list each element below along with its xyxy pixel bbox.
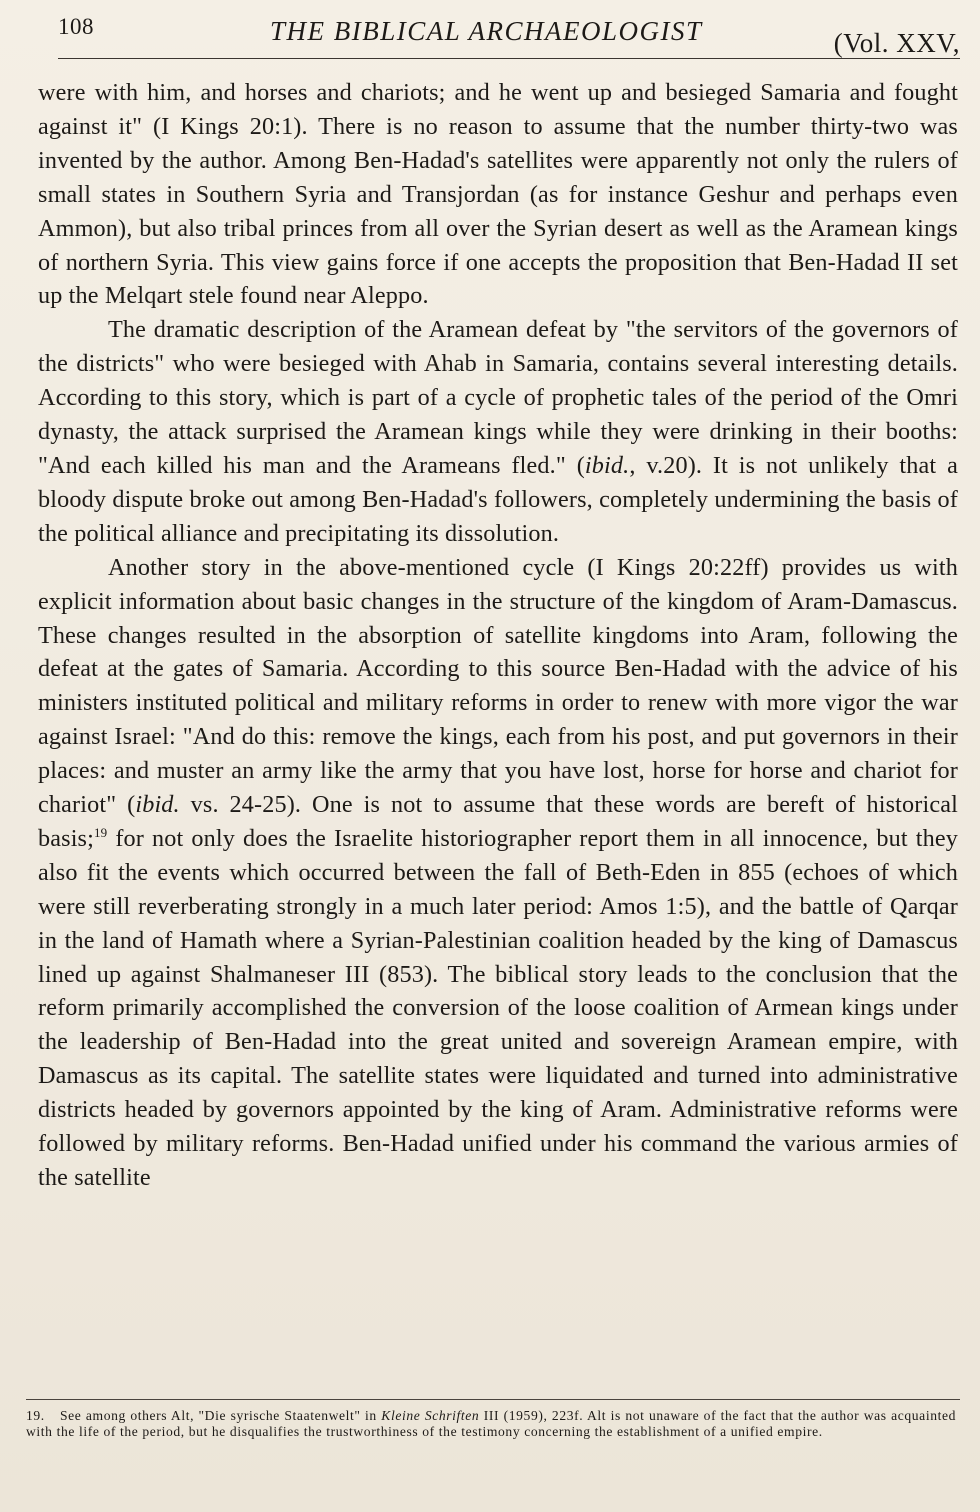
main-text bbox=[38, 76, 958, 1195]
volume-label: (Vol. XXV, bbox=[833, 28, 960, 58]
paragraph-2-text-a: The dramatic description of the Aramean defeat by "the servitors of the governors of the districts" who were besieged with Ahab in Samaria, contains several interesting details. According to this story, which is part of a cycle of prophetic tales of the period of the Omri dynasty, the attack surprised the Aramean kings while they were drinking in their booths: "And each killed his man and the Arameans fled." ( bbox=[38, 316, 958, 479]
paragraph-3-text-c: for not only does the Israelite historiographer report them in all innocence, but they also fit the events which occurred between the fall of Beth-Eden in 855 (echoes of which were still reverberating strongly in a much later period: Amos 1:5), and the battle of Qarqar in the land of Hamath where a Syrian-Palestinian coalition headed by the king of Damascus lined up against Shalmaneser III (853). The biblical story leads to the conclusion that the reform primarily accomplished the conversion of the loose coalition of Armean kings under the leadership of Ben-Hadad into the great united and sovereign Aramean empire, with Damascus as its capital. The satellite states were liquidated and turned into administrative districts headed by governors appointed by the king of Aram. Administrative reforms were followed by military reforms. Ben-Hadad unified under his command the various armies of the satellite bbox=[38, 824, 958, 1191]
page-number: 108 bbox=[58, 14, 94, 39]
footnote-19 bbox=[26, 1408, 956, 1439]
footnote-reference: 19 bbox=[94, 824, 108, 840]
ibid-citation: ibid. bbox=[584, 451, 630, 479]
footnote-book-title: Kleine Schriften bbox=[381, 1408, 480, 1423]
page-header bbox=[58, 8, 960, 59]
paragraph-1: were with him, and horses and chariots; and he went up and besieged Samaria and fought against it" (I Kings 20:1). There is no reason to assume that the number thirty-two was invented by the author. Among Ben-Hadad's satellites were apparently not only the rulers of small states in Southern Syria and Transjordan (as for instance Geshur and perhaps even Ammon), but also tribal princes from all over the Syrian desert as well as the Aramean kings of northern Syria. This view gains force if one accepts the proposition that Ben-Hadad II set up the Melqart stele found near Aleppo. bbox=[38, 79, 958, 310]
footnote-number: 19. bbox=[26, 1408, 45, 1423]
paragraph-3-text-b: vs. 24-25). One is not to assume that these words are bereft of historical basis; bbox=[38, 791, 958, 852]
paragraph-2 bbox=[38, 313, 958, 550]
paragraph-3 bbox=[38, 551, 958, 1195]
footnote-divider bbox=[26, 1399, 960, 1400]
footnote-text-a: See among others Alt, "Die syrische Staatenwelt" in bbox=[60, 1408, 382, 1423]
ibid-citation: ibid. bbox=[135, 791, 180, 819]
paragraph-3-text-a: Another story in the above-mentioned cycle (I Kings 20:22ff) provides us with explicit information about basic changes in the structure of the kingdom of Aram-Damascus. These changes resulted in the absorption of satellite kingdoms into Aram, following the defeat at the gates of Samaria. According to this source Ben-Hadad with the advice of his ministers instituted political and military reforms in order to renew with more vigor the war against Israel: "And do this: remove the kings, each from his post, and put governors in their places: and muster an army like the army that you have lost, horse for horse and chariot for chariot" ( bbox=[38, 553, 958, 819]
paragraph-2-text-b: , v.20). It is not unlikely that a bloody dispute broke out among Ben-Hadad's followers, completely undermining the basis of the political alliance and precipitating its dissolution. bbox=[38, 451, 958, 547]
footnote-text-b: III (1959), 223f. Alt is not unaware of the fact that the author was acquainted with the life of the period, but he disqualifies the trustworthiness of the testimony concerning the establishment of a unified empire. bbox=[26, 1408, 956, 1439]
journal-title: THE BIBLICAL ARCHAEOLOGIST bbox=[270, 16, 703, 46]
